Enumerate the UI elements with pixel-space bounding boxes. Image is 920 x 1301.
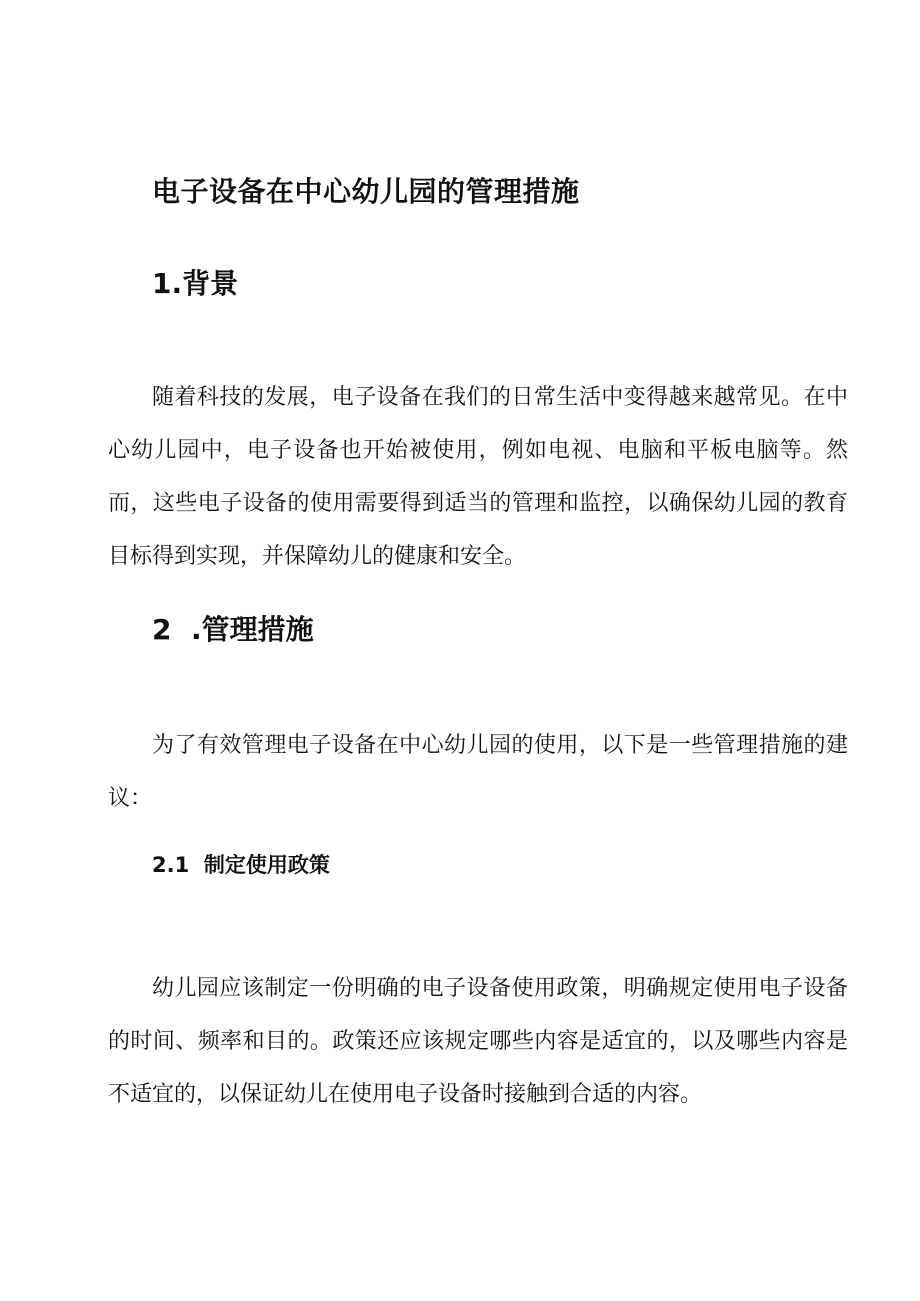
document-title: 电子设备在中心幼儿园的管理措施 xyxy=(152,175,580,208)
section-heading-measures: 2 .管理措施 xyxy=(152,613,314,646)
background-paragraph: 随着科技的发展，电子设备在我们的日常生活中变得越来越常见。在中心幼儿园中，电子设备也开始被使用，例如电视、电脑和平板电脑等。然而，这些电子设备的使用需要得到适当的管理和监控，以确保幼儿园的教育目标得到实现，并保障幼儿的健康和安全。 xyxy=(108,385,848,569)
section-heading-background: 1.背景 xyxy=(152,267,239,300)
policy-paragraph: 幼儿园应该制定一份明确的电子设备使用政策，明确规定使用电子设备的时间、频率和目的。政策还应该规定哪些内容是适宜的，以及哪些内容是不适宜的，以保证幼儿在使用电子设备时接触到合适的内容。 xyxy=(108,976,848,1107)
measures-intro-paragraph: 为了有效管理电子设备在中心幼儿园的使用，以下是一些管理措施的建议： xyxy=(108,733,848,811)
subsection-heading-policy: 2.1 制定使用政策 xyxy=(152,853,330,877)
